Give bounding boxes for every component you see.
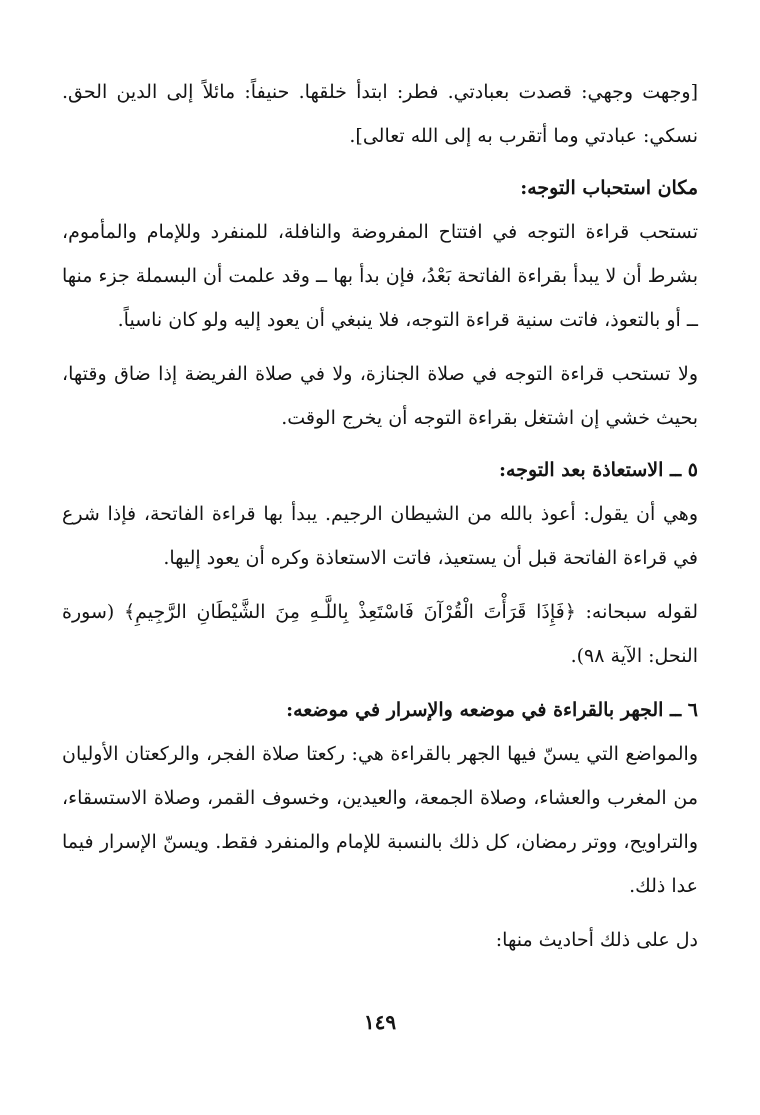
quran-verse: ﴿فَإِذَا قَرَأْتَ الْقُرْآنَ فَاسْتَعِذْ بِاللَّـهِ مِنَ الشَّيْطَانِ الرَّجِيمِ﴾ [123,601,576,623]
spacer [62,342,698,352]
heading-place-of-tawajjuh: مكان استحباب التوجه: [520,177,698,199]
paragraph-jahr-places: والمواضع التي يسنّ فيها الجهر بالقراءة هي: ركعتا صلاة الفجر، والركعتان الأوليان من المغرب والعشاء، وصلاة الجمعة، والعيدين، وخسوف القمر، وصلاة الاستسقاء، والتراويح، ووتر رمضان، كل ذلك بالنسبة للإمام والمنفرد فقط. ويسنّ الإسرار فيما عدا ذلك. [62,743,698,897]
vocabulary-note: [وجهت وجهي: قصدت بعبادتي. فطر: ابتدأ خلقها. حنيفاً: مائلاً إلى الدين الحق. نسكي: عبادتي وما أتقرب به إلى الله تعالى]. [62,81,698,147]
paragraph-istiadha: وهي أن يقول: أعوذ بالله من الشيطان الرجيم. يبدأ بها قراءة الفاتحة، فإذا شرع في قراءة الفاتحة قبل أن يستعيذ، فاتت الاستعاذة وكره أن يعود إليها. [62,503,698,569]
paragraph-tawajjuh-exceptions: ولا تستحب قراءة التوجه في صلاة الجنازة، ولا في صلاة الفريضة إذا ضاق وقتها، بحيث خشي إن اشتغل بقراءة التوجه أن يخرج الوقت. [62,363,698,429]
spacer [62,158,698,166]
spacer [62,440,698,448]
paragraph-tawajjuh-conditions: تستحب قراءة التوجه في افتتاح المفروضة والنافلة، للمنفرد وللإمام والمأموم، بشرط أن لا يبدأ بقراءة الفاتحة بَعْدُ، فإن بدأ بها ــ وقد علمت أن البسملة جزء منها ــ أو بالتعوذ، فاتت سنية قراءة التوجه، فلا ينبغي أن يعود إليه ولو كان ناسياً. [62,221,698,331]
spacer [62,580,698,590]
page-number: ١٤٩ [363,1010,397,1034]
paragraph-quran-evidence [62,590,698,678]
heading-jahr-and-israr: ٦ ــ الجهر بالقراءة في موضعه والإسرار في موضعه: [286,699,698,721]
heading-istiadha: ٥ ــ الاستعاذة بعد التوجه: [499,459,698,481]
verse-reference: (سورة النحل: الآية ٩٨). [62,601,698,667]
page-body [62,70,698,962]
spacer [62,678,698,688]
paragraph-hadith-intro: دل على ذلك أحاديث منها: [495,929,698,951]
evidence-intro: لقوله سبحانه: [575,601,698,623]
spacer [62,908,698,918]
